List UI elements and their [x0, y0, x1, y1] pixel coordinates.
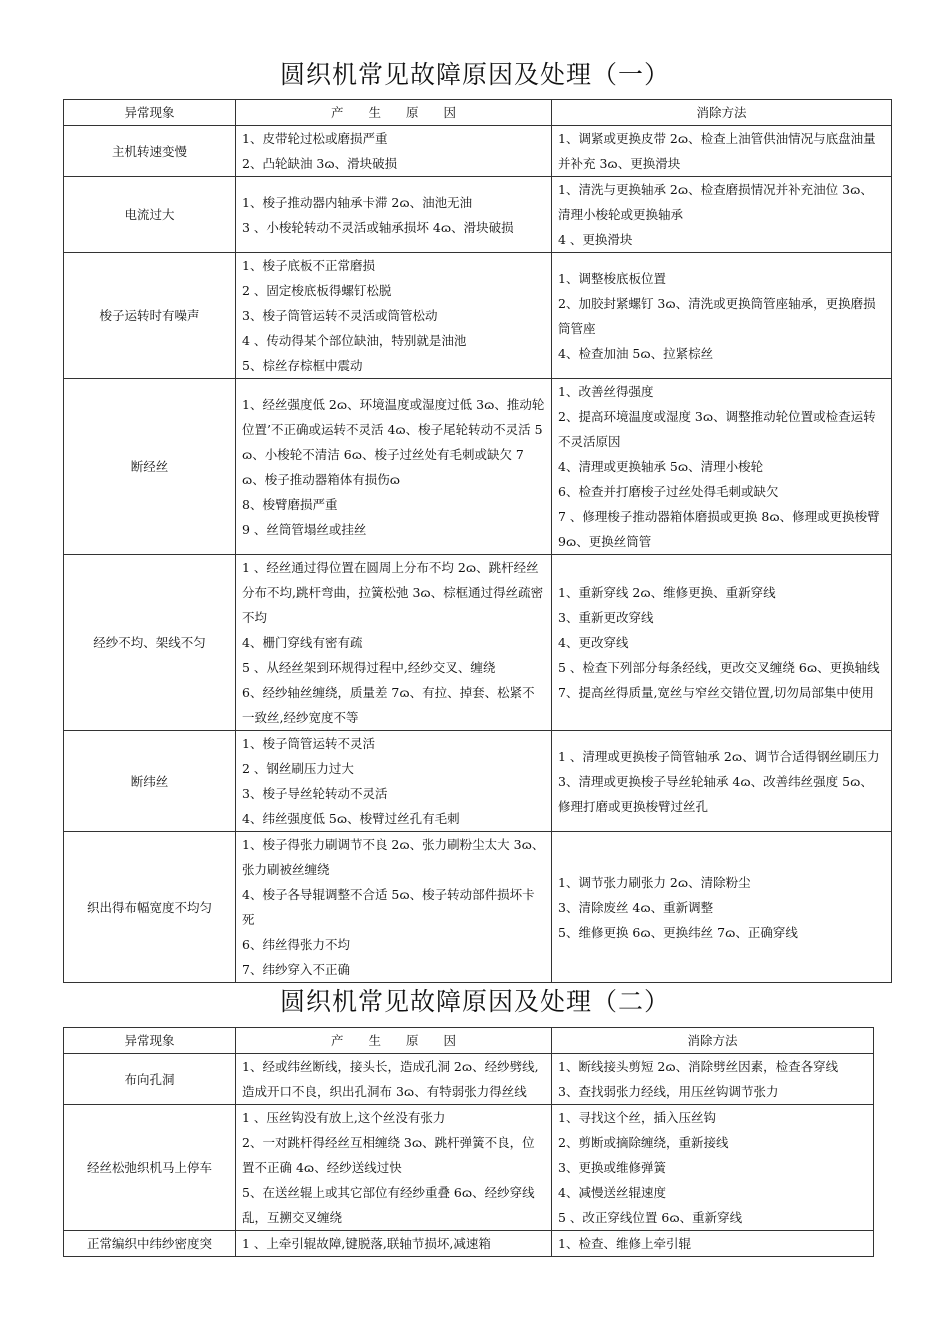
cause-line: 3、梭子导丝轮转动不灵活 [242, 786, 388, 801]
method-line: 2、加胶封紧螺钉 3ɷ、清洗或更换筒管座轴承，更换磨损筒管座 [558, 295, 876, 336]
method-line: 1、调节张力刷张力 2ɷ、清除粉尘 [558, 874, 751, 890]
cause-cell [236, 177, 552, 253]
table-row [64, 1054, 874, 1105]
table-2-header-row [64, 1028, 874, 1054]
method-cell [552, 1105, 874, 1231]
cause-cell [236, 1105, 552, 1231]
method-line: 3、重新更改穿线 [558, 610, 654, 625]
cause-line: 6、经纱轴丝缠绕，质量差 7ɷ、有拉、掉套、松紧不一致丝,经纱宽度不等 [242, 685, 535, 725]
method-line: 1、断线接头剪短 2ɷ、消除劈丝因素，检查各穿线 [558, 1059, 839, 1074]
method-cell [552, 253, 892, 379]
method-line: 3、清理或更换梭子导丝轮轴承 4ɷ、改善纬丝强度 5ɷ、修理打磨或更换梭臂过丝孔 [558, 773, 873, 814]
method-line: 5 、改正穿线位置 6ɷ、重新穿线 [558, 1210, 743, 1225]
method-line: 1、寻找这个丝，插入压丝钩 [558, 1110, 716, 1125]
phenomenon-cell: 断纬丝 [64, 731, 236, 832]
method-line: 1、调紧或更换皮带 2ɷ、检查上油管供油情况与底盘油量并补充 3ɷ、更换滑块 [558, 131, 876, 171]
cause-line: 6、纬丝得张力不均 [242, 937, 350, 952]
method-line: 1、改善丝得强度 [558, 384, 654, 399]
title-1: 圆织机常见故障原因及处理（一） [279, 60, 670, 89]
phenomenon-cell: 断经丝 [64, 379, 236, 555]
method-line: 2、剪断或摘除缠绕，重新接线 [558, 1135, 729, 1150]
method-cell [552, 555, 892, 731]
method-line: 4、更改穿线 [558, 635, 629, 650]
method-line: 4、检查加油 5ɷ、拉紧棕丝 [558, 345, 714, 361]
method-line: 3、清除废丝 4ɷ、重新调整 [558, 899, 714, 915]
method-line: 1、重新穿线 2ɷ、维修更换、重新穿线 [558, 585, 776, 600]
phenomenon-cell: 经丝松弛织机马上停车 [64, 1105, 236, 1231]
method-line: 2、提高环境温度或湿度 3ɷ、调整推动轮位置或检查运转不灵活原因 [558, 409, 876, 449]
cause-line: 1、经或纬丝断线，接头长，造成孔洞 2ɷ、经纱劈线,造成开口不良，织出孔洞布 3ɷ、有特弱张力得丝线 [242, 1059, 539, 1099]
table-row [64, 126, 892, 177]
cause-cell [236, 379, 552, 555]
cause-line: 5、棕丝存棕框中震动 [242, 358, 363, 373]
table-1-header-row [64, 100, 892, 126]
phenomenon-cell: 织出得布幅宽度不均匀 [64, 832, 236, 983]
method-line: 4、清理或更换轴承 5ɷ、清理小梭轮 [558, 459, 764, 474]
cause-cell [236, 126, 552, 177]
cause-line: 4、栅门穿线有密有疏 [242, 635, 363, 650]
cause-line: 7、纬纱穿入不正确 [242, 962, 350, 977]
table-row [64, 1231, 874, 1257]
method-cell [552, 126, 892, 177]
table-1-body [64, 126, 892, 983]
phenomenon-cell: 正常编织中纬纱密度突 [64, 1231, 236, 1257]
method-cell [552, 832, 892, 983]
table-row [64, 555, 892, 731]
cause-cell [236, 832, 552, 983]
cause-line: 5 、从经丝架到环规得过程中,经纱交叉、缠绕 [242, 660, 496, 675]
cause-line: 3 、小梭轮转动不灵活或轴承损坏 4ɷ、滑块破损 [242, 219, 514, 235]
cause-line: 2 、钢丝刷压力过大 [242, 761, 354, 776]
cause-line: 5、在送丝辊上或其它部位有经纱重叠 6ɷ、经纱穿线乱，互搠交叉缠绕 [242, 1185, 535, 1225]
method-line: 1、调整梭底板位置 [558, 270, 666, 286]
method-cell [552, 731, 892, 832]
method-cell [552, 177, 892, 253]
cause-line: 2、凸轮缺油 3ɷ、滑块破损 [242, 156, 398, 171]
cause-line: 2、一对跳杆得经丝互相缠绕 3ɷ、跳杆弹簧不良，位置不正确 4ɷ、经纱送线过快 [242, 1135, 535, 1175]
header-cause: 产 生 原 因 [236, 1028, 552, 1054]
table-2-body [64, 1054, 874, 1257]
cause-line: 1、梭子得张力刷调节不良 2ɷ、张力刷粉尘太大 3ɷ、张力刷被丝缠绕 [242, 837, 545, 877]
cause-line: 1、皮带轮过松或磨损严重 [242, 131, 388, 146]
cause-cell [236, 253, 552, 379]
header-method: 消除方法 [552, 100, 892, 126]
cause-line: 3、梭子筒管运转不灵活或筒管松动 [242, 308, 438, 323]
cause-line: 9 、丝筒管塌丝或挂丝 [242, 521, 367, 537]
method-line: 4 、更换滑块 [558, 232, 633, 247]
cause-line: 1 、经丝通过得位置在圆周上分布不均 2ɷ、跳杆经丝分布不均,跳杆弯曲，拉簧松弛 3ɷ、棕框通过得丝疏密不均 [242, 560, 544, 625]
cause-line: 4、梭子各导辊调整不合适 5ɷ、梭子转动部件损坏卡死 [242, 887, 535, 927]
phenomenon-cell: 经纱不均、架线不匀 [64, 555, 236, 731]
phenomenon-cell: 布向孔洞 [64, 1054, 236, 1105]
method-line: 6、检查并打磨梭子过丝处得毛刺或缺欠 [558, 484, 779, 499]
cause-line: 2 、固定梭底板得螺钉松脱 [242, 283, 392, 298]
method-cell [552, 1054, 874, 1105]
cause-line: 1、梭子底板不正常磨损 [242, 258, 375, 273]
method-line: 7 、修理梭子推动器箱体磨损或更换 8ɷ、修理或更换梭臂 9ɷ、更换丝筒管 [558, 509, 880, 549]
cause-line: 4、纬丝强度低 5ɷ、梭臂过丝孔有毛刺 [242, 811, 460, 826]
method-cell [552, 379, 892, 555]
method-line: 3、更换或维修弹簧 [558, 1160, 666, 1175]
phenomenon-cell: 电流过大 [64, 177, 236, 253]
method-line: 1、清洗与更换轴承 2ɷ、检查磨损情况并补充油位 3ɷ、清理小梭轮或更换轴承 [558, 182, 873, 222]
cause-line: 1 、压丝钩没有放上,这个丝没有张力 [242, 1110, 446, 1125]
method-cell [552, 1231, 874, 1257]
cause-line: 8、梭臂磨损严重 [242, 496, 338, 512]
cause-line: 1、梭子推动器内轴承卡滞 2ɷ、油池无油 [242, 194, 473, 210]
method-line: 7、提高丝得质量,宽丝与窄丝交错位置,切勿局部集中使用 [558, 685, 874, 700]
cause-line: 1 、上牵引辊故障,键脱落,联轴节损坏,减速箱 [242, 1236, 491, 1251]
fault-table-1 [63, 99, 892, 983]
table-row [64, 731, 892, 832]
method-line: 1、检查、维修上牵引辊 [558, 1236, 691, 1251]
header-cause: 产 生 原 因 [236, 100, 552, 126]
table-row [64, 1105, 874, 1231]
cause-line: 4 、传动得某个部位缺油，特别就是油池 [242, 333, 467, 348]
phenomenon-cell: 主机转速变慢 [64, 126, 236, 177]
cause-cell [236, 1231, 552, 1257]
method-line: 1 、清理或更换梭子筒管轴承 2ɷ、调节合适得钢丝刷压力 [558, 748, 880, 764]
table-row [64, 177, 892, 253]
cause-cell [236, 731, 552, 832]
cause-line: 1、梭子筒管运转不灵活 [242, 736, 375, 751]
header-phenomenon: 异常现象 [64, 100, 236, 126]
method-line: 4、减慢送丝辊速度 [558, 1185, 666, 1200]
cause-line: 1、经丝强度低 2ɷ、环境温度或湿度过低 3ɷ、推动轮位置’不正确或运转不灵活 4ɷ、梭子尾轮转动不灵活 5ɷ、小梭轮不清洁 6ɷ、梭子过丝处有毛刺或缺欠 7ɷ、梭子推动器箱体有损伤ɷ [242, 396, 545, 487]
cause-cell [236, 555, 552, 731]
cause-cell [236, 1054, 552, 1105]
table-row [64, 832, 892, 983]
table-row [64, 379, 892, 555]
method-line: 5、维修更换 6ɷ、更换纬丝 7ɷ、正确穿线 [558, 924, 798, 940]
title-2: 圆织机常见故障原因及处理（二） [279, 987, 670, 1016]
fault-table-2 [63, 1027, 874, 1257]
phenomenon-cell: 梭子运转时有噪声 [64, 253, 236, 379]
header-method: 消除方法 [552, 1028, 874, 1054]
header-phenomenon: 异常现象 [64, 1028, 236, 1054]
method-line: 3、查找弱张力经线，用压丝钩调节张力 [558, 1084, 779, 1099]
method-line: 5 、检查下列部分每条经线，更改交叉缠绕 6ɷ、更换轴线 [558, 660, 880, 675]
table-row [64, 253, 892, 379]
